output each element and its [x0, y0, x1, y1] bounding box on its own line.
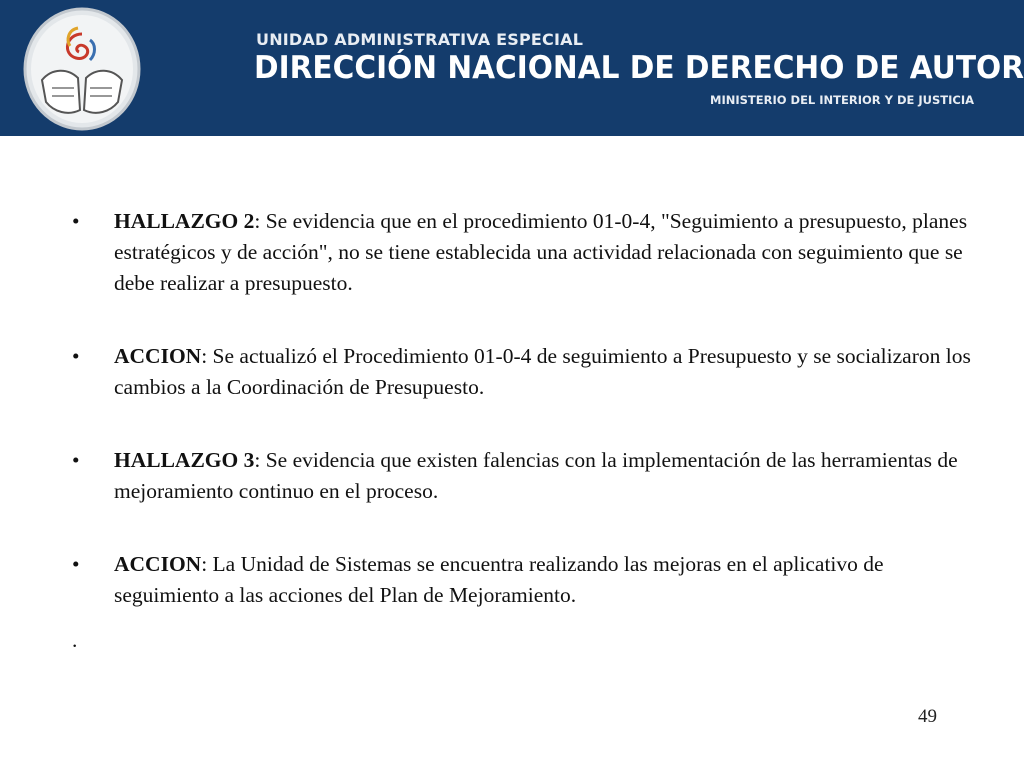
- bullet-icon: •: [72, 209, 80, 233]
- item-label: HALLAZGO 2: [114, 209, 255, 233]
- item-text: : Se evidencia que en el procedimiento 01-0-4, "Seguimiento a presupuesto, planes estratégicos y de acción", no se tiene establecida una actividad relacionada con seguimiento que se debe realizar a presupuesto.: [114, 209, 968, 295]
- item-text: : Se actualizó el Procedimiento 01-0-4 de seguimiento a Presupuesto y se socializaron los cambios a la Coordinación de Presupuesto.: [114, 344, 971, 399]
- item-label: ACCION: [114, 552, 202, 576]
- list-item: [72, 341, 972, 403]
- hands-spiral-logo-icon: [22, 6, 142, 132]
- bullet-icon: •: [72, 344, 80, 368]
- ministry-label: MINISTERIO DEL INTERIOR Y DE JUSTICIA: [710, 93, 975, 107]
- bullet-list: [72, 206, 972, 653]
- item-text: : La Unidad de Sistemas se encuentra realizando las mejoras en el aplicativo de seguimiento a las acciones del Plan de Mejoramiento.: [114, 552, 884, 607]
- item-label: ACCION: [114, 344, 202, 368]
- item-text: : Se evidencia que existen falencias con la implementación de las herramientas de mejoramiento continuo en el proceso.: [114, 448, 958, 503]
- item-label: HALLAZGO 3: [114, 448, 255, 472]
- page-number: 49: [918, 706, 937, 727]
- bullet-icon: •: [72, 448, 80, 472]
- organization-title: DIRECCIÓN NACIONAL DE DERECHO DE AUTOR: [254, 50, 1024, 86]
- list-item: [72, 549, 972, 611]
- trailing-mark: .: [72, 628, 78, 652]
- organization-subtitle: UNIDAD ADMINISTRATIVA ESPECIAL: [256, 30, 584, 49]
- list-item: [72, 445, 972, 507]
- header-banner: [0, 0, 1024, 136]
- bullet-icon: •: [72, 552, 80, 576]
- list-item: [72, 206, 972, 299]
